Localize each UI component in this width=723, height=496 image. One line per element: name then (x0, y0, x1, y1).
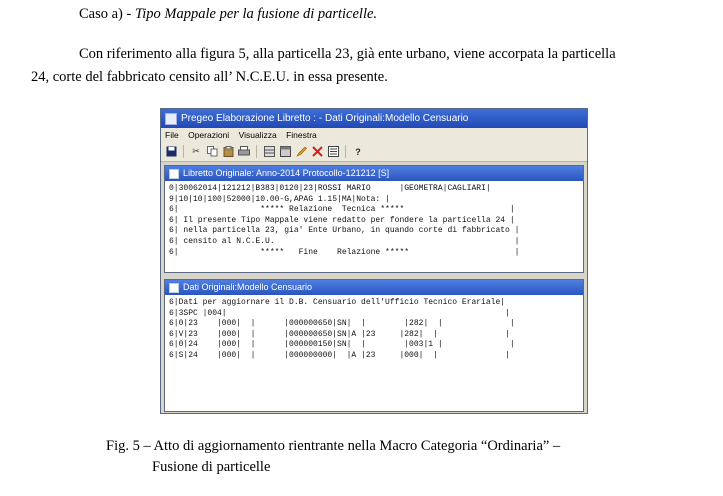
menu-bar (161, 128, 587, 142)
app-icon (165, 113, 177, 125)
paragraph-line-1: Con riferimento alla figura 5, alla particella 23, già ente urbano, viene accorpata la particella (79, 46, 616, 62)
modello-panel-title: Dati Originali:Modello Censuario (183, 282, 313, 292)
modello-censuario-panel (164, 279, 584, 412)
figure-caption-line-2: Fusione di particelle (152, 459, 271, 475)
panel-icon (169, 169, 179, 179)
modello-panel-header (165, 280, 583, 295)
libretto-line: 6| nella particella 23, gia' Ente Urbano, in quando corte di fabbricato | (169, 226, 520, 236)
modello-line: 6|S|24 |000| | |000000000| |A |23 |000| | | (169, 350, 510, 360)
modello-line: 6|0|24 |000| | |000000150|SN| | |003|1 | | (169, 340, 515, 350)
cut-icon[interactable]: ✂ (192, 146, 200, 156)
help-icon[interactable]: ? (355, 146, 361, 157)
modello-line: 6|V|23 |000| | |000000650|SN|A |23 |282| | | (169, 329, 510, 339)
libretto-line: 0|30062014|121212|B383|0120|23|ROSSI MARIO |GEOMETRA|CAGLIARI| (169, 184, 491, 193)
cancel-icon[interactable] (310, 145, 324, 158)
application-window (160, 108, 588, 414)
save-icon[interactable] (164, 145, 178, 158)
report-icon[interactable] (326, 145, 340, 158)
toolbar-separator (183, 145, 184, 158)
print-icon[interactable] (237, 145, 251, 158)
table-icon[interactable] (278, 145, 292, 158)
modello-text[interactable] (165, 295, 583, 362)
modello-line: 6|3SPC |004| | (169, 308, 510, 318)
toolbar-separator (345, 145, 346, 158)
heading-title: Tipo Mappale per la fusione di particelle. (134, 6, 378, 22)
edit-icon[interactable] (294, 145, 308, 158)
libretto-line: 6| ***** Relazione Tecnica ***** | (169, 205, 515, 215)
modello-line: 6|0|23 |000| | |000000650|SN| | |282| | | (169, 319, 515, 329)
libretto-line: 9|10|10|100|52000|10.00-G,APAG 1.15|MA|Nota: | (169, 194, 390, 204)
menu-visualizza[interactable]: Visualizza (238, 130, 277, 140)
section-heading (79, 4, 377, 24)
heading-label: Caso a) (79, 6, 123, 22)
menu-finestra[interactable]: Finestra (286, 130, 317, 140)
libretto-line: 6| censito al N.C.E.U. | (169, 236, 520, 246)
grid-icon[interactable] (262, 145, 276, 158)
figure-caption-line-1: Fig. 5 – Atto di aggiornamento rientrante nella Macro Categoria “Ordinaria” – (106, 438, 561, 454)
paragraph-line-2: 24, corte del fabbricato censito all’ N.C.E.U. in essa presente. (31, 69, 388, 85)
menu-file[interactable]: File (165, 130, 179, 140)
panel-icon (169, 283, 179, 293)
libretto-panel-title: Libretto Originale: Anno-2014 Protocollo-121212 [S] (183, 168, 390, 178)
window-title: Pregeo Elaborazione Libretto : - Dati Originali:Modello Censuario (181, 113, 469, 124)
paste-icon[interactable] (221, 145, 235, 158)
heading-dash: - (122, 6, 135, 22)
toolbar-separator (256, 145, 257, 158)
modello-line: 6|Dati per aggiornare il D.B. Censuario dell'Ufficio Tecnico Erariale| (169, 298, 506, 307)
toolbar (161, 142, 587, 162)
libretto-text[interactable] (165, 181, 583, 258)
libretto-line: 6| ***** Fine Relazione ***** | (169, 247, 520, 257)
libretto-line: 6| Il presente Tipo Mappale viene redatto per fondere la particella 24 | (169, 215, 515, 225)
libretto-panel (164, 165, 584, 273)
window-titlebar (161, 109, 587, 128)
menu-operazioni[interactable]: Operazioni (188, 130, 230, 140)
libretto-panel-header (165, 166, 583, 181)
copy-icon[interactable] (205, 145, 219, 158)
